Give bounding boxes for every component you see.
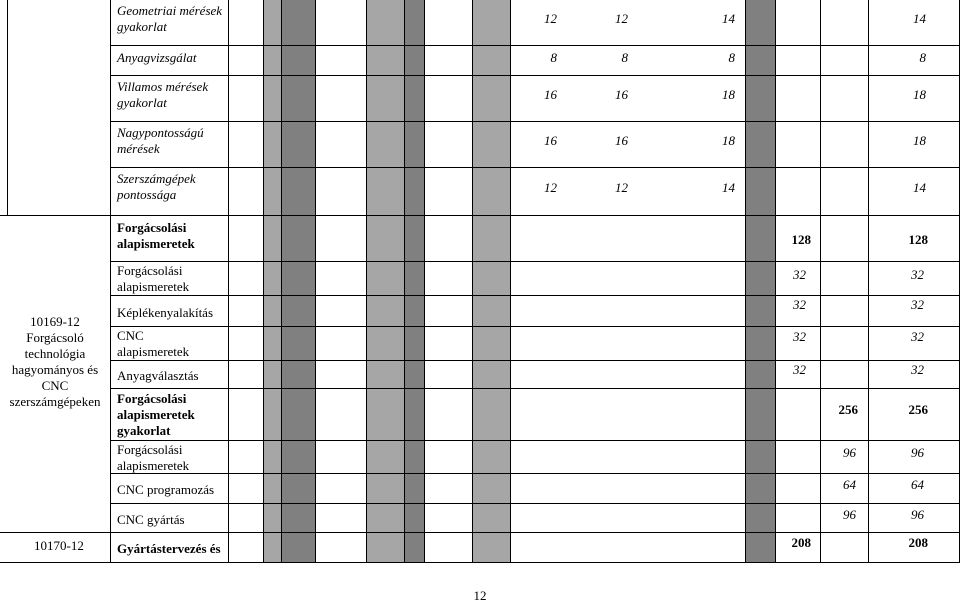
value-cell: 8 [919, 50, 926, 65]
value-cell: 14 [722, 180, 735, 195]
value-cell: 128 [791, 232, 811, 247]
value-cell: 96 [843, 507, 856, 522]
subject-cell: Anyagválasztás [117, 368, 199, 383]
subject-cell: Forgácsolási alapismeretek [117, 442, 190, 473]
value-cell: 32 [911, 267, 924, 282]
subject-cell: CNC gyártás [117, 512, 185, 527]
value-cell: 18 [913, 87, 926, 102]
shaded-column [263, 0, 281, 562]
shaded-column [281, 0, 315, 562]
value-cell: 256 [838, 402, 858, 417]
value-cell: 128 [908, 232, 928, 247]
value-cell: 32 [793, 267, 806, 282]
subject-cell: Gyártástervezés és [117, 541, 221, 556]
value-cell: 18 [722, 87, 735, 102]
subject-cell: Forgácsolási alapismeretek gyakorlat [117, 391, 195, 438]
value-cell: 8 [621, 50, 628, 65]
value-cell: 16 [544, 133, 557, 148]
module-label: 10170-12 [34, 538, 84, 553]
subject-cell: Anyagvizsgálat [117, 50, 197, 65]
module-label: 10169-12 Forgácsoló technológia hagyományos és CNC szerszámgépeken [9, 314, 101, 409]
value-cell: 14 [913, 11, 926, 26]
value-cell: 12 [544, 180, 557, 195]
subject-cell: Képlékenyalakítás [117, 305, 214, 320]
value-cell: 96 [843, 445, 856, 460]
shaded-column [472, 0, 510, 562]
value-cell: 208 [908, 535, 928, 550]
shaded-column [366, 0, 404, 562]
value-cell: 16 [615, 133, 628, 148]
value-cell: 32 [793, 329, 806, 344]
subject-cell: Villamos mérések gyakorlat [117, 79, 209, 110]
shaded-column [404, 0, 424, 562]
value-cell: 64 [843, 477, 856, 492]
value-cell: 12 [615, 11, 628, 26]
value-cell: 12 [615, 180, 628, 195]
value-cell: 8 [550, 50, 557, 65]
subject-cell: Forgácsolási alapismeretek [117, 220, 195, 251]
value-cell: 32 [793, 362, 806, 377]
value-cell: 16 [544, 87, 557, 102]
value-cell: 64 [911, 477, 924, 492]
value-cell: 96 [911, 445, 924, 460]
value-cell: 12 [544, 11, 557, 26]
value-cell: 18 [722, 133, 735, 148]
value-cell: 16 [615, 87, 628, 102]
value-cell: 8 [728, 50, 735, 65]
value-cell: 18 [913, 133, 926, 148]
subject-cell: CNC alapismeretek [117, 328, 190, 359]
value-cell: 96 [911, 507, 924, 522]
value-cell: 256 [908, 402, 928, 417]
value-cell: 32 [911, 329, 924, 344]
page-number: 12 [473, 588, 487, 603]
value-cell: 14 [722, 11, 735, 26]
value-cell: 32 [911, 297, 924, 312]
value-cell: 32 [911, 362, 924, 377]
subject-cell: Forgácsolási alapismeretek [117, 263, 190, 294]
subject-cell: Szerszámgépek pontossága [117, 171, 196, 202]
value-cell: 208 [791, 535, 811, 550]
value-cell: 32 [793, 297, 806, 312]
subject-cell: Nagypontosságú mérések [117, 125, 204, 156]
subject-cell: CNC programozás [117, 482, 215, 497]
subject-cell: Geometriai mérések gyakorlat [117, 3, 223, 34]
value-cell: 14 [913, 180, 926, 195]
